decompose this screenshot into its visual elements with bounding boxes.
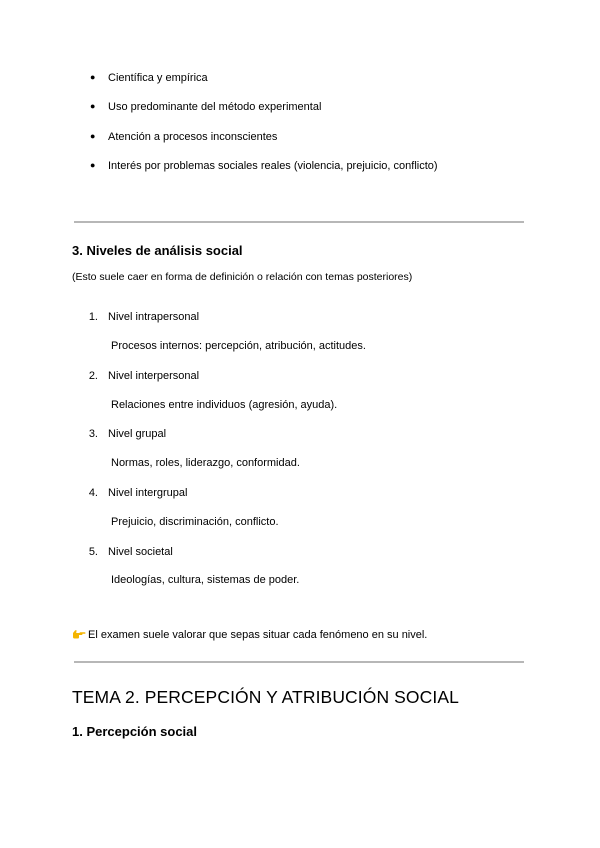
bullet-dot: ● — [90, 101, 96, 111]
list-item-text: Científica y empírica — [108, 72, 208, 84]
level-description: Ideologías, cultura, sistemas de poder. — [111, 574, 300, 586]
list-number: 2. — [88, 370, 98, 382]
section-heading: 1. Percepción social — [72, 724, 198, 739]
list-item-text: Atención a procesos inconscientes — [108, 131, 278, 143]
section-heading: 3. Niveles de análisis social — [72, 243, 243, 258]
list-item — [90, 101, 321, 113]
level-label: Nivel intrapersonal — [108, 311, 200, 323]
horizontal-divider — [74, 661, 524, 663]
exam-tip-text: El examen suele valorar que sepas situar cada fenómeno en su nivel. — [88, 629, 428, 641]
list-number: 3. — [88, 428, 98, 440]
list-number: 4. — [88, 487, 98, 499]
bullet-dot: ● — [90, 131, 96, 141]
level-label: Nivel grupal — [108, 428, 167, 440]
pointing-hand-icon — [72, 629, 86, 639]
chapter-title: TEMA 2. PERCEPCIÓN Y ATRIBUCIÓN SOCIAL — [72, 687, 459, 707]
horizontal-divider — [74, 221, 524, 223]
bullet-dot: ● — [90, 72, 96, 82]
level-description: Normas, roles, liderazgo, conformidad. — [111, 457, 300, 469]
level-label: Nivel societal — [108, 546, 173, 558]
level-label: Nivel interpersonal — [108, 370, 200, 382]
list-number: 5. — [88, 546, 98, 558]
exam-tip — [72, 628, 427, 641]
list-item — [90, 131, 277, 143]
level-description: Procesos internos: percepción, atribución, actitudes. — [111, 340, 366, 352]
bullet-dot: ● — [90, 160, 96, 170]
section-note: (Esto suele caer en forma de definición o relación con temas posteriores) — [72, 271, 413, 283]
list-item-text: Uso predominante del método experimental — [108, 101, 322, 113]
level-description: Prejuicio, discriminación, conflicto. — [111, 516, 279, 528]
list-item — [90, 72, 208, 84]
list-item-text: Interés por problemas sociales reales (violencia, prejuicio, conflicto) — [108, 160, 438, 172]
list-item — [90, 160, 438, 172]
list-number: 1. — [88, 311, 98, 323]
level-label: Nivel intergrupal — [108, 487, 188, 499]
level-description: Relaciones entre individuos (agresión, ayuda). — [111, 399, 338, 411]
